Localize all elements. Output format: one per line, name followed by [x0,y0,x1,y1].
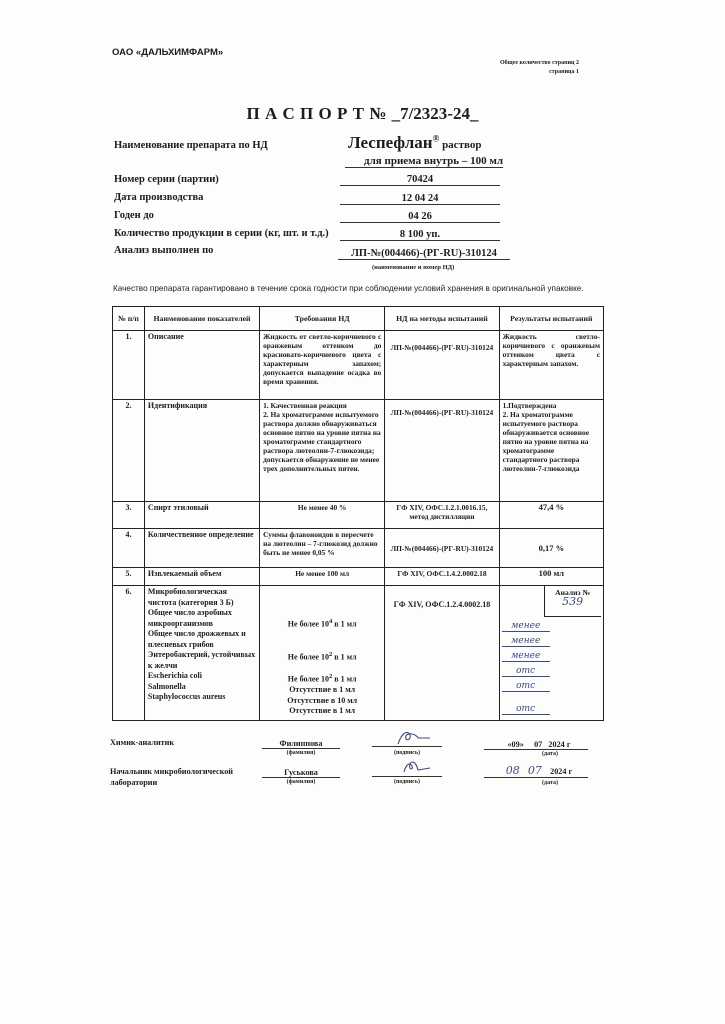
head-label: Начальник микробиологической лаборатории [110,767,234,787]
row-name: Спирт этиловый [144,502,259,529]
header-requirements: Требования НД [260,307,385,331]
row-name: Идентификация [144,400,259,502]
req-unit: в 1 мл [332,674,357,684]
row-name [144,586,259,721]
row-num: 2. [113,400,145,502]
req-ecoli: Отсутствие в 1 мл [289,685,356,695]
head-surname-note: (фамилия) [286,779,316,785]
table-row [113,331,604,400]
results-table [112,306,604,721]
row-requirement: Не менее 40 % [260,502,385,529]
page-count [500,59,579,77]
micro-salmonella: Salmonella [147,681,186,691]
row-requirement: Суммы флавоноидов в пересчете на лютеолин – 7-глюкозид должно быть не менее 0,05 % [260,529,385,568]
row-result [499,400,603,502]
drug-name-text: Леспефлан [348,133,433,152]
quantity-value: 8 100 уп. [340,229,500,241]
req-entero-base: Не более 10 [287,674,329,684]
row-method: ГФ XIV, ОФС.1.2.1.0016.15, метод дистилляции [385,502,499,529]
table-row [113,502,604,529]
production-value: 12 04 24 [340,193,500,205]
row-method: ЛП-№(004466)-(РГ-RU)-310124 [385,400,499,502]
req-unit: в 1 мл [332,652,357,662]
analysis-value: ЛП-№(004466)-(РГ-RU)-310124 [338,248,510,260]
table-row [113,400,604,502]
req-unit: в 1 мл [332,619,357,629]
production-label: Дата производства [114,192,204,203]
chemist-name: Филиппова [262,739,340,749]
micro-ecoli: Escherichia coli [147,671,202,680]
requirement-part-1: 1. Качественная реакция [263,401,347,410]
expiry-label: Годен до [114,210,154,221]
row-num: 5. [113,568,145,586]
row-num: 6. [113,586,145,721]
handwritten-result-5: отс [502,682,550,692]
row-method: ГФ XIV, ОФС.1.2.4.0002.18 [385,586,499,721]
micro-yeast: Общее число дрожжевых и плесневых грибов [147,629,246,649]
quantity-label: Количество продукции в серии (кг, шт. и т.д.) [114,228,329,239]
head-signature-line [372,776,442,777]
row-requirement: Жидкость от светло-коричневого с оранжевым оттенком до красновато-коричневого цвета с характерным запахом; допускается выпадение осадка во время хранения. [260,331,385,400]
head-date [484,764,594,777]
drug-label: Наименование препарата по НД [114,140,268,151]
req-yeast-base: Не более 10 [287,652,329,662]
page-number: страница 1 [549,69,580,75]
row-num: 4. [113,529,145,568]
header-name: Наименование показателей [144,307,259,331]
result-part-2: 2. На хроматограмме испытуемого раствора обнаруживается основное пятно на уровне пятна на хроматограмме стандартного раствора лютеолин-7-глюкозида [502,410,589,473]
table-row [113,529,604,568]
row-result: 0,17 % [499,529,603,568]
chemist-date-month: 07 [534,740,543,749]
analysis-box [544,586,601,617]
header-methods: НД на методы испытаний [385,307,499,331]
req-salmonella: Отсутствие в 10 мл [287,695,358,705]
micro-title: Микробиологическая чистота (категория 3 Б) [147,587,234,607]
analysis-box-label: Анализ № [555,588,591,597]
analysis-label: Анализ выполнен по [114,245,214,256]
registered-mark: ® [432,133,440,144]
row-name: Описание [144,331,259,400]
analysis-note: (наименование и номер НД) [372,264,455,271]
head-sign-note: (подпись) [393,779,421,785]
chemist-label: Химик-аналитик [110,738,175,747]
req-entero-exp: 2 [328,673,333,681]
head-date-note: (дата) [542,780,558,786]
req-entero [263,672,381,685]
head-name: Гуськова [262,768,340,778]
passport-title [0,104,725,124]
row-requirement [260,586,385,721]
total-pages: Общее количество страниц 2 [500,60,580,66]
handwritten-result-3: менее [502,652,550,662]
row-requirement [260,400,385,502]
chemist-signature-mark [368,726,446,748]
head-date-line [484,777,588,778]
req-yeast-exp: 2 [328,651,333,659]
row-result [499,586,603,721]
drug-form: для приема внутрь – 100 мл [345,155,503,168]
row-method: ГФ XIV, ОФС.1.4.2.0002.18 [385,568,499,586]
row-result: 100 мл [499,568,603,586]
chemist-date [484,740,594,749]
handwritten-result-1: менее [502,622,550,632]
row-result: Жидкость светло-коричневого с оранжевым оттенком цвета с характерным запахом. [499,331,603,400]
head-date-year: 2024 г [550,767,573,776]
requirement-part-2: 2. На хроматограмме испытуемого раствора должно обнаруживаться основное пятно на уровне пятна на хроматограмме стандартного раствора лютеолин-7-глюкозида; допускается обнаружение не менее трех дополнительных пятен. [263,410,381,473]
req-aerobic [263,617,381,630]
row-num: 1. [113,331,145,400]
chemist-date-year: 2024 г [548,740,571,749]
req-yeast [263,650,381,663]
chemist-date-day: «09» [507,740,524,749]
chemist-date-line [484,749,588,750]
series-label: Номер серии (партии) [114,174,219,185]
row-requirement: Не менее 100 мл [260,568,385,586]
row-result: 47,4 % [499,502,603,529]
row-num: 3. [113,502,145,529]
company-name: ОАО «ДАЛЬХИМФАРМ» [112,47,224,58]
header-num: № п/п [113,307,145,331]
head-date-day: 08 [505,764,520,777]
drug-name [348,133,481,153]
req-staph: Отсутствие в 1 мл [289,706,356,716]
head-date-month: 07 [527,764,542,777]
expiry-value: 04 26 [340,211,500,223]
quality-statement: Качество препарата гарантировано в течение срока годности при соблюдении условий хранения в оригинальной упаковке. [113,284,584,293]
table-row [113,586,604,721]
handwritten-result-4: отс [502,667,550,677]
req-aerobic-exp: 4 [328,618,333,625]
passport-title-prefix: П А С П О Р Т № [246,104,387,123]
row-name: Количественное определение [144,529,259,568]
table-header-row [113,307,604,331]
handwritten-result-6: отс [502,705,550,715]
chemist-surname-note: (фамилия) [286,750,316,756]
row-method: ЛП-№(004466)-(РГ-RU)-310124 [385,331,499,400]
header-results: Результаты испытаний [499,307,603,331]
handwritten-result-2: менее [502,637,550,647]
drug-form-word: раствор [439,139,482,151]
req-aerobic-base: Не более 10 [287,619,329,629]
analysis-box-number: 539 [562,595,584,608]
micro-results-box [500,586,603,720]
chemist-date-note: (дата) [542,751,558,757]
micro-staph: Staphylococcus aureus [147,692,226,701]
result-part-1: 1.Подтверждена [502,401,557,410]
row-name: Извлекаемый объем [144,568,259,586]
head-signature-mark [372,756,450,778]
table-row [113,568,604,586]
micro-entero: Энтеробактерий, устойчивых к желчи [147,650,256,670]
row-method: ЛП-№(004466)-(РГ-RU)-310124 [385,529,499,568]
chemist-signature-line [372,746,442,747]
micro-aerobic: Общее число аэробных микроорганизмов [147,608,232,628]
passport-number: _7/2323-24_ [391,104,479,123]
series-value: 70424 [340,174,500,186]
chemist-sign-note: (подпись) [393,750,421,756]
